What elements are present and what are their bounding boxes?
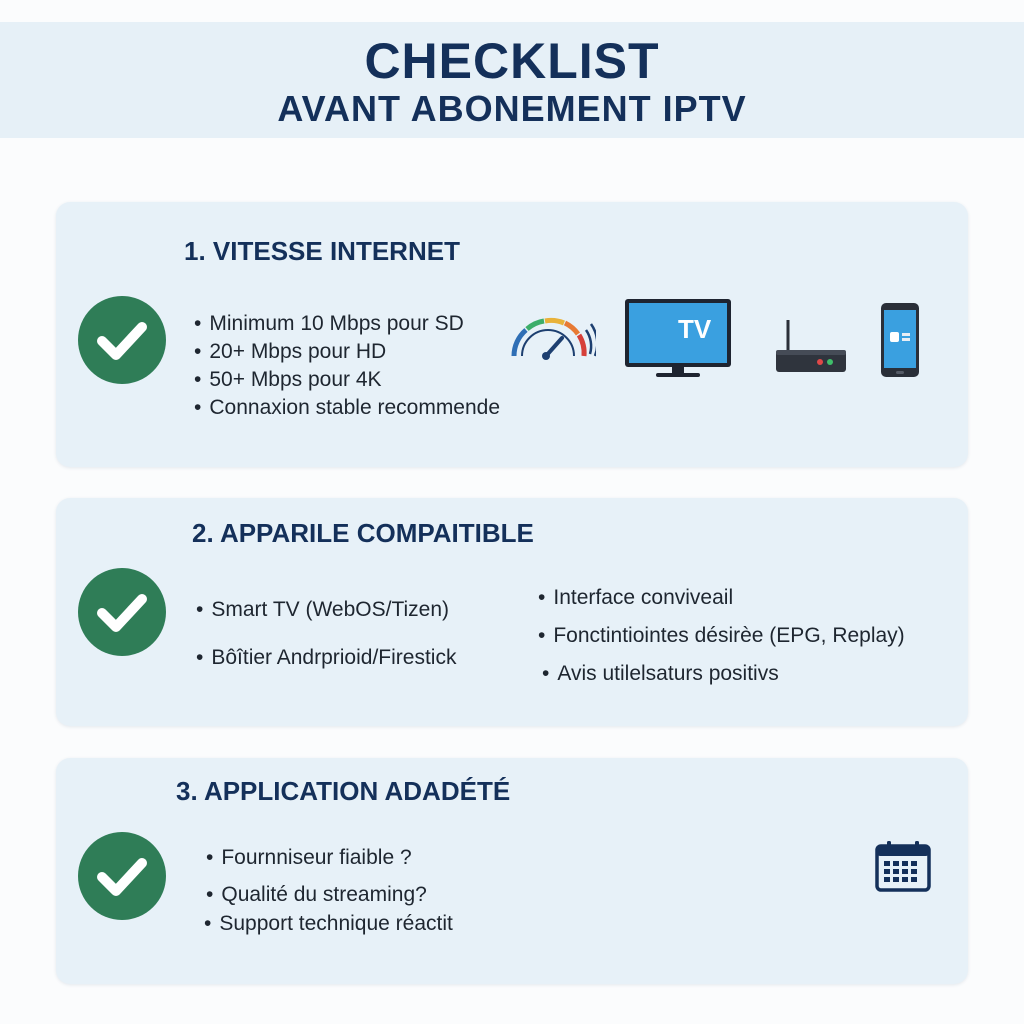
list-item: • Qualité du streaming? (206, 883, 427, 907)
list-item: • 50+ Mbps pour 4K (194, 368, 382, 392)
list-item: • Minimum 10 Mbps pour SD (194, 312, 464, 336)
list-item: • Fournniseur fiaible ? (206, 846, 412, 870)
check-icon (78, 296, 166, 384)
list-item: • Support technique réactit (204, 912, 453, 936)
check-icon (78, 832, 166, 920)
section-title: 3. APPLICATION ADADÉTÉ (176, 776, 511, 806)
check-icon (78, 568, 166, 656)
page-subtitle: AVANT ABONEMENT IPTV (277, 88, 747, 129)
list-item: • Interface conviveail (538, 586, 733, 610)
section-internet-speed (56, 202, 968, 467)
speedometer-icon (508, 312, 596, 360)
section-adapted-application (56, 758, 968, 984)
section-compatible-device (56, 498, 968, 726)
page-title: CHECKLIST (364, 33, 660, 89)
list-item: • Connaxion stable recommende (194, 396, 500, 420)
calendar-icon (874, 840, 932, 892)
list-item: • Fonctintiointes désirèe (EPG, Replay) (538, 624, 905, 648)
smartphone-icon (880, 302, 920, 378)
list-item: • Avis utilelsaturs positivs (542, 662, 779, 686)
list-item: • Smart TV (WebOS/Tizen) (196, 598, 449, 622)
section-title: 2. APPARILE COMPAITIBLE (192, 518, 534, 548)
header-banner (0, 22, 1024, 138)
router-icon (774, 318, 848, 376)
tv-label: TV (678, 314, 712, 344)
tv-icon (624, 298, 732, 380)
list-item: • 20+ Mbps pour HD (194, 340, 386, 364)
section-title: 1. VITESSE INTERNET (184, 236, 460, 266)
list-item: • Bôîtier Andrprioid/Firestick (196, 646, 456, 670)
